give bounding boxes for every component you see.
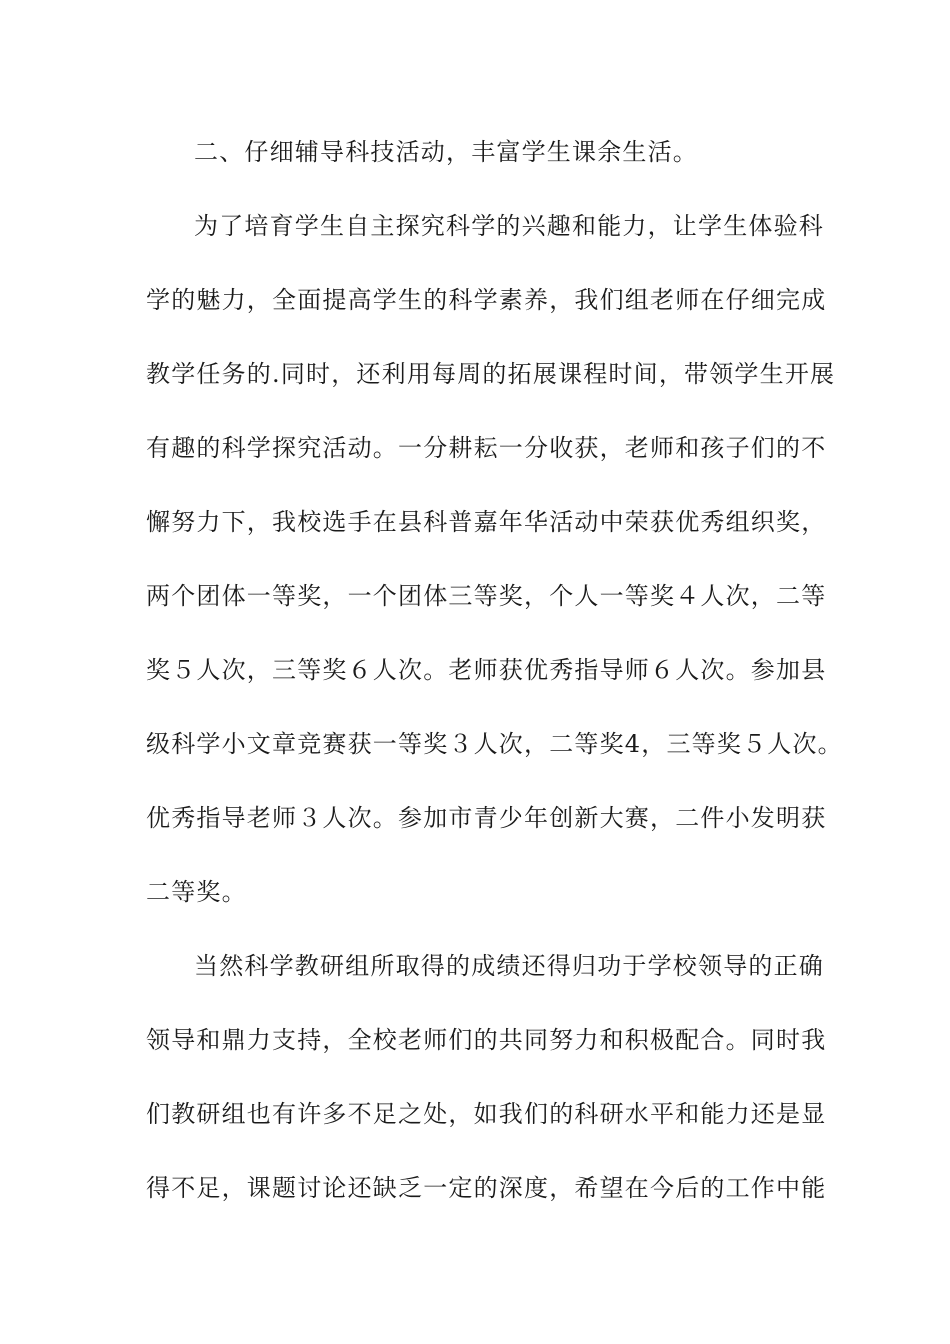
- paragraph-line: 懈努力下，我校选手在县科普嘉年华活动中荣获优秀组织奖，: [146, 508, 827, 536]
- paragraph-line: 得不足，课题讨论还缺乏一定的深度，希望在今后的工作中能: [146, 1174, 827, 1202]
- paragraph-line: 二等奖。: [146, 878, 247, 906]
- section-heading: 二、仔细辅导科技活动，丰富学生课余生活。: [194, 138, 698, 166]
- paragraph-line: 级科学小文章竞赛获一等奖３人次，二等奖4，三等奖５人次。: [146, 730, 843, 758]
- paragraph-line: 奖５人次，三等奖６人次。老师获优秀指导师６人次。参加县: [146, 656, 827, 684]
- paragraph-line: 教学任务的.同时，还利用每周的拓展课程时间，带领学生开展: [146, 360, 836, 388]
- paragraph-line: 当然科学教研组所取得的成绩还得归功于学校领导的正确: [194, 952, 824, 980]
- paragraph-line: 学的魅力，全面提高学生的科学素养，我们组老师在仔细完成: [146, 286, 827, 314]
- paragraph-line: 为了培育学生自主探究科学的兴趣和能力，让学生体验科: [194, 212, 824, 240]
- paragraph-line: 有趣的科学探究活动。一分耕耘一分收获，老师和孩子们的不: [146, 434, 827, 462]
- paragraph-line: 领导和鼎力支持，全校老师们的共同努力和积极配合。同时我: [146, 1026, 827, 1054]
- paragraph-line: 们教研组也有许多不足之处，如我们的科研水平和能力还是显: [146, 1100, 827, 1128]
- paragraph-line: 两个团体一等奖，一个团体三等奖，个人一等奖４人次，二等: [146, 582, 827, 610]
- paragraph-line: 优秀指导老师３人次。参加市青少年创新大赛，二件小发明获: [146, 804, 827, 832]
